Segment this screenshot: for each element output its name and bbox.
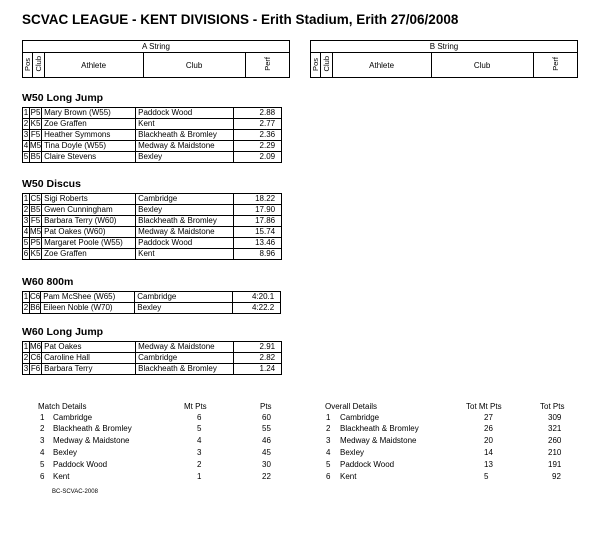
- match-pts-header: Pts: [260, 402, 272, 411]
- table-row: [23, 119, 282, 130]
- summary-mt: 26: [484, 424, 493, 433]
- summary-pts: 309: [548, 413, 562, 422]
- b-string-title: B String: [311, 41, 578, 53]
- column-label: Pos: [311, 57, 321, 71]
- summary-pos: 4: [326, 448, 331, 457]
- event-title: W60 800m: [22, 276, 74, 288]
- club-cell: Blackheath & Bromley: [136, 130, 234, 141]
- athlete-cell: Tina Doyle (W55): [42, 141, 136, 152]
- col-pos: [23, 53, 33, 78]
- club-code-cell: C6: [30, 353, 41, 362]
- perf-cell: 15.74: [234, 227, 282, 238]
- pos-cell: 6: [23, 249, 29, 258]
- summary-pos: 1: [40, 413, 45, 422]
- summary-mt: 2: [197, 460, 202, 469]
- perf-cell: 2.09: [234, 152, 282, 163]
- summary-pts: 22: [262, 472, 271, 481]
- pos-cell: 2: [23, 119, 29, 128]
- column-label: Pos: [23, 57, 33, 71]
- a-string-title: A String: [23, 41, 290, 53]
- summary-pos: 3: [326, 436, 331, 445]
- athlete-cell: Eileen Noble (W70): [41, 303, 135, 314]
- table-row: [23, 238, 282, 249]
- athlete-cell: Caroline Hall: [42, 353, 136, 364]
- summary-club: Blackheath & Bromley: [340, 424, 419, 433]
- page-title: SCVAC LEAGUE - KENT DIVISIONS - Erith Stadium, Erith 27/06/2008: [22, 12, 459, 27]
- athlete-cell: Barbara Terry (W60): [42, 216, 136, 227]
- b-string-header: [310, 40, 578, 78]
- column-label: Perf: [262, 57, 272, 71]
- summary-club: Medway & Maidstone: [53, 436, 130, 445]
- results-table: [22, 107, 282, 163]
- club-code-cell: K5: [30, 119, 41, 128]
- col-perf: [533, 53, 577, 78]
- col-club-short: [33, 53, 44, 78]
- club-cell: Paddock Wood: [136, 108, 234, 119]
- table-row: [23, 227, 282, 238]
- summary-club: Blackheath & Bromley: [53, 424, 132, 433]
- summary-club: Kent: [53, 472, 70, 481]
- pos-cell: 3: [23, 130, 29, 139]
- pos-cell: 1: [23, 342, 29, 351]
- perf-cell: 4:22.2: [233, 303, 281, 314]
- summary-club: Cambridge: [53, 413, 93, 422]
- summary-pts: 260: [548, 436, 562, 445]
- club-cell: Cambridge: [136, 194, 234, 205]
- pos-cell: 2: [23, 353, 29, 362]
- club-code-cell: F5: [30, 130, 41, 139]
- col-club: Club: [431, 53, 533, 78]
- club-cell: Medway & Maidstone: [136, 227, 234, 238]
- col-club-short: [321, 53, 332, 78]
- perf-cell: 2.36: [234, 130, 282, 141]
- club-cell: Kent: [136, 249, 234, 260]
- club-code-cell: M6: [30, 342, 42, 351]
- athlete-cell: Pat Oakes: [42, 342, 136, 353]
- club-code-cell: M5: [30, 227, 42, 236]
- perf-cell: 2.82: [234, 353, 282, 364]
- summary-mt: 27: [484, 413, 493, 422]
- column-label: Club: [33, 56, 43, 72]
- summary-pos: 4: [40, 448, 45, 457]
- club-code-cell: B6: [30, 303, 41, 312]
- summary-pos: 6: [40, 472, 45, 481]
- event-title: W50 Long Jump: [22, 92, 104, 104]
- club-cell: Bexley: [135, 303, 233, 314]
- athlete-cell: Mary Brown (W55): [42, 108, 136, 119]
- club-cell: Bexley: [136, 152, 234, 163]
- table-row: [23, 364, 282, 375]
- perf-cell: 18.22: [234, 194, 282, 205]
- athlete-cell: Margaret Poole (W55): [42, 238, 136, 249]
- club-cell: Kent: [136, 119, 234, 130]
- pos-cell: 1: [23, 292, 29, 301]
- column-label: Club: [321, 56, 331, 72]
- summary-pos: 6: [326, 472, 331, 481]
- table-row: [23, 108, 282, 119]
- perf-cell: 8.96: [234, 249, 282, 260]
- summary-pos: 5: [40, 460, 45, 469]
- club-code-cell: F6: [30, 364, 41, 373]
- pos-cell: 3: [23, 216, 29, 225]
- table-row: [23, 216, 282, 227]
- club-code-cell: F5: [30, 216, 41, 225]
- table-row: [23, 249, 282, 260]
- event-title: W50 Discus: [22, 178, 81, 190]
- athlete-cell: Pam McShee (W65): [41, 292, 135, 303]
- perf-cell: 1.24: [234, 364, 282, 375]
- athlete-cell: Barbara Terry: [42, 364, 136, 375]
- perf-cell: 13.46: [234, 238, 282, 249]
- col-perf: [245, 53, 289, 78]
- summary-pos: 5: [326, 460, 331, 469]
- pos-cell: 2: [23, 303, 29, 312]
- summary-club: Bexley: [340, 448, 365, 457]
- athlete-cell: Gwen Cunningham: [42, 205, 136, 216]
- summary-mt: 20: [484, 436, 493, 445]
- results-table: [22, 291, 281, 314]
- summary-pos: 1: [326, 413, 331, 422]
- summary-mt: 4: [197, 436, 202, 445]
- summary-pts: 92: [552, 472, 561, 481]
- summary-pts: 46: [262, 436, 271, 445]
- athlete-cell: Sigi Roberts: [42, 194, 136, 205]
- pos-cell: 1: [23, 194, 29, 203]
- club-cell: Medway & Maidstone: [136, 141, 234, 152]
- overall-mt-pts-header: Tot Mt Pts: [466, 402, 502, 411]
- summary-mt: 5: [197, 424, 202, 433]
- perf-cell: 17.90: [234, 205, 282, 216]
- match-details-heading: Match Details: [38, 402, 87, 411]
- pos-cell: 4: [23, 227, 29, 236]
- col-pos: [311, 53, 321, 78]
- athlete-cell: Pat Oakes (W60): [42, 227, 136, 238]
- summary-pos: 2: [326, 424, 331, 433]
- summary-club: Cambridge: [340, 413, 380, 422]
- club-code-cell: M5: [30, 141, 42, 150]
- club-cell: Blackheath & Bromley: [136, 364, 234, 375]
- summary-club: Paddock Wood: [340, 460, 395, 469]
- match-mt-pts-header: Mt Pts: [184, 402, 207, 411]
- overall-pts-header: Tot Pts: [540, 402, 565, 411]
- summary-mt: 13: [484, 460, 493, 469]
- club-cell: Bexley: [136, 205, 234, 216]
- pos-cell: 3: [23, 364, 29, 373]
- pos-cell: 2: [23, 205, 29, 214]
- summary-mt: 5: [484, 472, 489, 481]
- col-club: Club: [143, 53, 245, 78]
- perf-cell: 2.77: [234, 119, 282, 130]
- column-label: Perf: [550, 57, 560, 71]
- club-code-cell: C6: [30, 292, 41, 301]
- table-row: [23, 194, 282, 205]
- perf-cell: 4:20.1: [233, 292, 281, 303]
- club-code-cell: B5: [30, 205, 41, 214]
- club-cell: Cambridge: [135, 292, 233, 303]
- summary-mt: 14: [484, 448, 493, 457]
- col-athlete: Athlete: [44, 53, 143, 78]
- table-row: [23, 292, 281, 303]
- summary-pts: 60: [262, 413, 271, 422]
- summary-mt: 6: [197, 413, 202, 422]
- club-code-cell: P5: [30, 238, 41, 247]
- athlete-cell: Heather Symmons: [42, 130, 136, 141]
- table-row: [23, 152, 282, 163]
- summary-mt: 1: [197, 472, 202, 481]
- athlete-cell: Claire Stevens: [42, 152, 136, 163]
- results-table: [22, 341, 282, 375]
- table-row: [23, 303, 281, 314]
- summary-club: Kent: [340, 472, 357, 481]
- summary-pts: 191: [548, 460, 562, 469]
- table-row: [23, 353, 282, 364]
- club-cell: Medway & Maidstone: [136, 342, 234, 353]
- perf-cell: 17.86: [234, 216, 282, 227]
- summary-club: Bexley: [53, 448, 78, 457]
- perf-cell: 2.88: [234, 108, 282, 119]
- pos-cell: 5: [23, 152, 29, 161]
- perf-cell: 2.29: [234, 141, 282, 152]
- footer-code: BC-SCVAC-2008: [52, 489, 98, 495]
- summary-pts: 30: [262, 460, 271, 469]
- club-cell: Cambridge: [136, 353, 234, 364]
- summary-mt: 3: [197, 448, 202, 457]
- club-code-cell: P5: [30, 108, 41, 117]
- overall-details-heading: Overall Details: [325, 402, 378, 411]
- club-cell: Blackheath & Bromley: [136, 216, 234, 227]
- athlete-cell: Zoe Graffen: [42, 119, 136, 130]
- table-row: [23, 141, 282, 152]
- athlete-cell: Zoe Graffen: [42, 249, 136, 260]
- summary-pos: 3: [40, 436, 45, 445]
- col-athlete: Athlete: [332, 53, 431, 78]
- event-title: W60 Long Jump: [22, 326, 104, 338]
- table-row: [23, 130, 282, 141]
- club-cell: Paddock Wood: [136, 238, 234, 249]
- summary-pts: 321: [548, 424, 562, 433]
- a-string-header: [22, 40, 290, 78]
- results-table: [22, 193, 282, 260]
- pos-cell: 1: [23, 108, 29, 117]
- pos-cell: 4: [23, 141, 29, 150]
- summary-club: Paddock Wood: [53, 460, 108, 469]
- summary-pts: 45: [262, 448, 271, 457]
- club-code-cell: C5: [30, 194, 41, 203]
- perf-cell: 2.91: [234, 342, 282, 353]
- pos-cell: 5: [23, 238, 29, 247]
- summary-pos: 2: [40, 424, 45, 433]
- club-code-cell: K5: [30, 249, 41, 258]
- summary-club: Medway & Maidstone: [340, 436, 417, 445]
- summary-pts: 55: [262, 424, 271, 433]
- table-row: [23, 342, 282, 353]
- club-code-cell: B5: [30, 152, 41, 161]
- summary-pts: 210: [548, 448, 562, 457]
- table-row: [23, 205, 282, 216]
